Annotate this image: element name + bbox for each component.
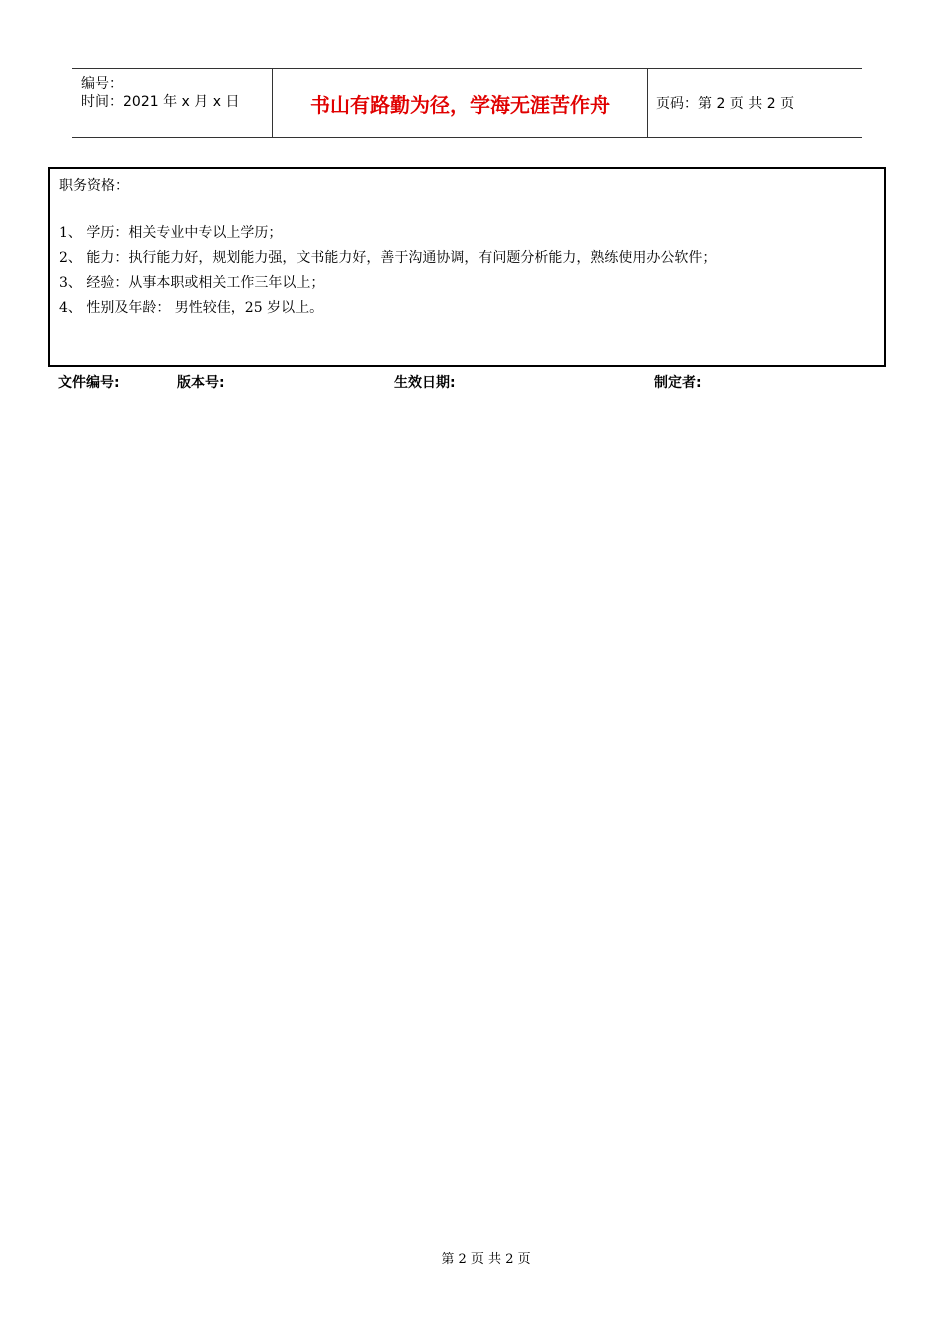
file-number-label: 文件编号:: [58, 375, 120, 391]
author-label: 制定者:: [654, 375, 702, 391]
qualification-item: 1、 学历：相关专业中专以上学历；: [59, 225, 283, 241]
header-motto-cell: [273, 69, 648, 137]
page-header: [72, 68, 862, 138]
version-label: 版本号:: [177, 375, 225, 391]
number-label: 编号：: [81, 76, 123, 92]
qualification-item: 4、 性别及年龄： 男性较佳，25 岁以上。: [59, 300, 324, 316]
qualifications-box: [48, 167, 886, 367]
page-info: 页码：第 2 页 共 2 页: [656, 96, 795, 112]
qualification-item: 3、 经验：从事本职或相关工作三年以上；: [59, 275, 325, 291]
effective-date-label: 生效日期:: [394, 375, 456, 391]
qualification-item: 2、 能力：执行能力好，规划能力强，文书能力好，善于沟通协调，有问题分析能力，熟练使用办公软件；: [59, 250, 717, 266]
header-page-cell: [648, 69, 862, 137]
page-number-footer: 第 2 页 共 2 页: [441, 1252, 531, 1267]
header-meta-cell: [72, 69, 273, 137]
motto: 书山有路勤为径，学海无涯苦作舟: [310, 92, 610, 117]
qualifications-title: 职务资格：: [59, 178, 129, 194]
time-line: 时间：2021 年 x 月 x 日: [81, 94, 240, 110]
